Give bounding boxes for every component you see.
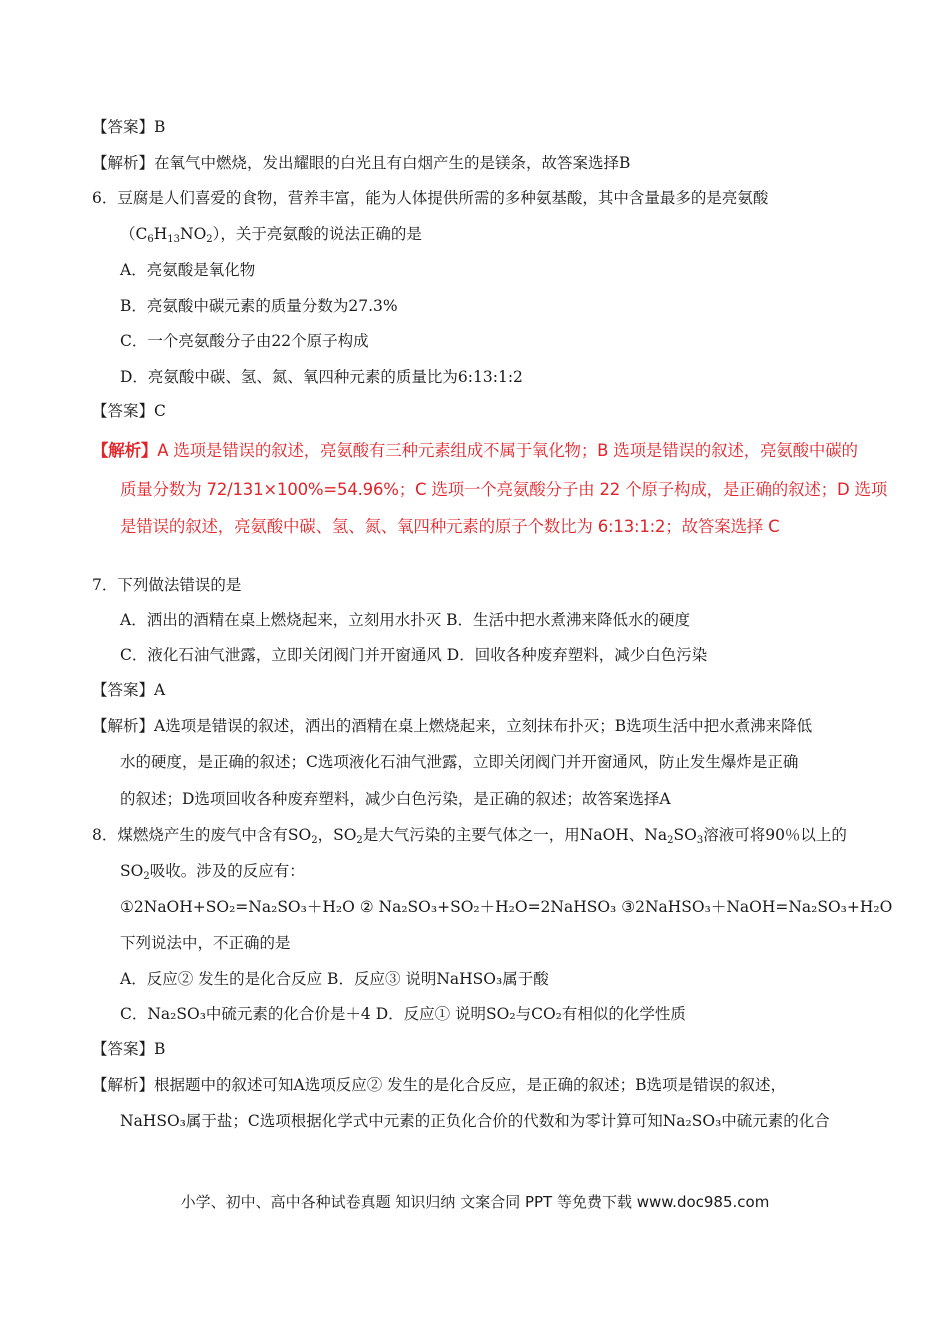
question-8-stem-cont: $SO_2$吸收。涉及的反应有： (120, 862, 305, 882)
explanation-8-line-1: 【解析】根据题中的叙述可知A选项反应② 发生的是化合反应，是正确的叙述；B选项是错误的叙述， (92, 1076, 787, 1094)
question-7-options-ab: A．洒出的酒精在桌上燃烧起来，立刻用水扑灭 B．生活中把水煮沸来降低水的硬度 (120, 611, 691, 629)
question-8-options-cd: C．Na₂SO₃中硫元素的化合价是＋4 D．反应① 说明SO₂与CO₂有相似的化学性质 (120, 1005, 686, 1023)
answer-8: 【答案】B (92, 1040, 166, 1058)
question-6-stem-cont: $(C_6H_{13}NO_2)$，关于亮氨酸的说法正确的是 (120, 225, 422, 245)
explanation-5: 【解析】在氧气中燃烧，发出耀眼的白光且有白烟产生的是镁条，故答案选择B (92, 154, 631, 172)
explanation-6-line-2: 质量分数为 72/131×100%=54.96%；C 选项一个亮氨酸分子由 22 个原子构成，是正确的叙述；D 选项 (120, 480, 888, 499)
explanation-7-line-2: 水的硬度，是正确的叙述；C选项液化石油气泄露，立即关闭阀门并开窗通风，防止发生爆炸是正确 (120, 753, 799, 771)
explanation-8-line-2: NaHSO₃属于盐；C选项根据化学式中元素的正负化合价的代数和为零计算可知Na₂SO₃中硫元素的化合 (120, 1112, 830, 1130)
question-8-reactions: ①2NaOH+SO₂=Na₂SO₃＋H₂O ② Na₂SO₃+SO₂＋H₂O=2NaHSO₃ ③2NaHSO₃＋NaOH=Na₂SO₃+H₂O (120, 898, 893, 916)
answer-7: 【答案】A (92, 681, 166, 699)
question-6-option-a: A．亮氨酸是氧化物 (120, 261, 256, 279)
question-6-option-c: C．一个亮氨酸分子由22个原子构成 (120, 332, 369, 350)
explanation-7-line-3: 的叙述；D选项回收各种废弃塑料，减少白色污染，是正确的叙述；故答案选择A (120, 790, 671, 808)
question-8-prompt: 下列说法中，不正确的是 (120, 934, 291, 952)
question-7-stem: 7．下列做法错误的是 (92, 576, 242, 594)
explanation-6-line-3: 是错误的叙述，亮氨酸中碳、氢、氮、氧四种元素的原子个数比为 6:13:1:2；故答案选择 C (120, 517, 780, 536)
question-6-option-b: B．亮氨酸中碳元素的质量分数为27.3% (120, 297, 398, 315)
answer-5: 【答案】B (92, 118, 166, 136)
question-6-option-d: D．亮氨酸中碳、氢、氮、氧四种元素的质量比为6:13:1:2 (120, 368, 523, 386)
explanation-7-line-1: 【解析】A选项是错误的叙述，洒出的酒精在桌上燃烧起来，立刻抹布扑灭；B选项生活中把水煮沸来降低 (92, 717, 813, 735)
question-8-options-ab: A．反应② 发生的是化合反应 B．反应③ 说明NaHSO₃属于酸 (120, 970, 549, 988)
explanation-6-line-1: 【解析】A 选项是错误的叙述，亮氨酸有三种元素组成不属于氧化物；B 选项是错误的叙述，亮氨酸中碳的 (92, 441, 858, 460)
question-8-stem: 8．煤燃烧产生的废气中含有$SO_2$，$SO_2$是大气污染的主要气体之一，用NaOH、$Na_2SO_3$溶液可将90％以上的 (92, 826, 847, 846)
question-6-stem: 6．豆腐是人们喜爱的食物，营养丰富，能为人体提供所需的多种氨基酸，其中含量最多的是亮氨酸 (92, 189, 769, 207)
answer-6: 【答案】C (92, 402, 166, 420)
page-footer: 小学、初中、高中各种试卷真题 知识归纳 文案合同 PPT 等免费下载 www.doc985.com (180, 1193, 770, 1211)
question-7-options-cd: C．液化石油气泄露，立即关闭阀门并开窗通风 D．回收各种废弃塑料，减少白色污染 (120, 646, 708, 664)
